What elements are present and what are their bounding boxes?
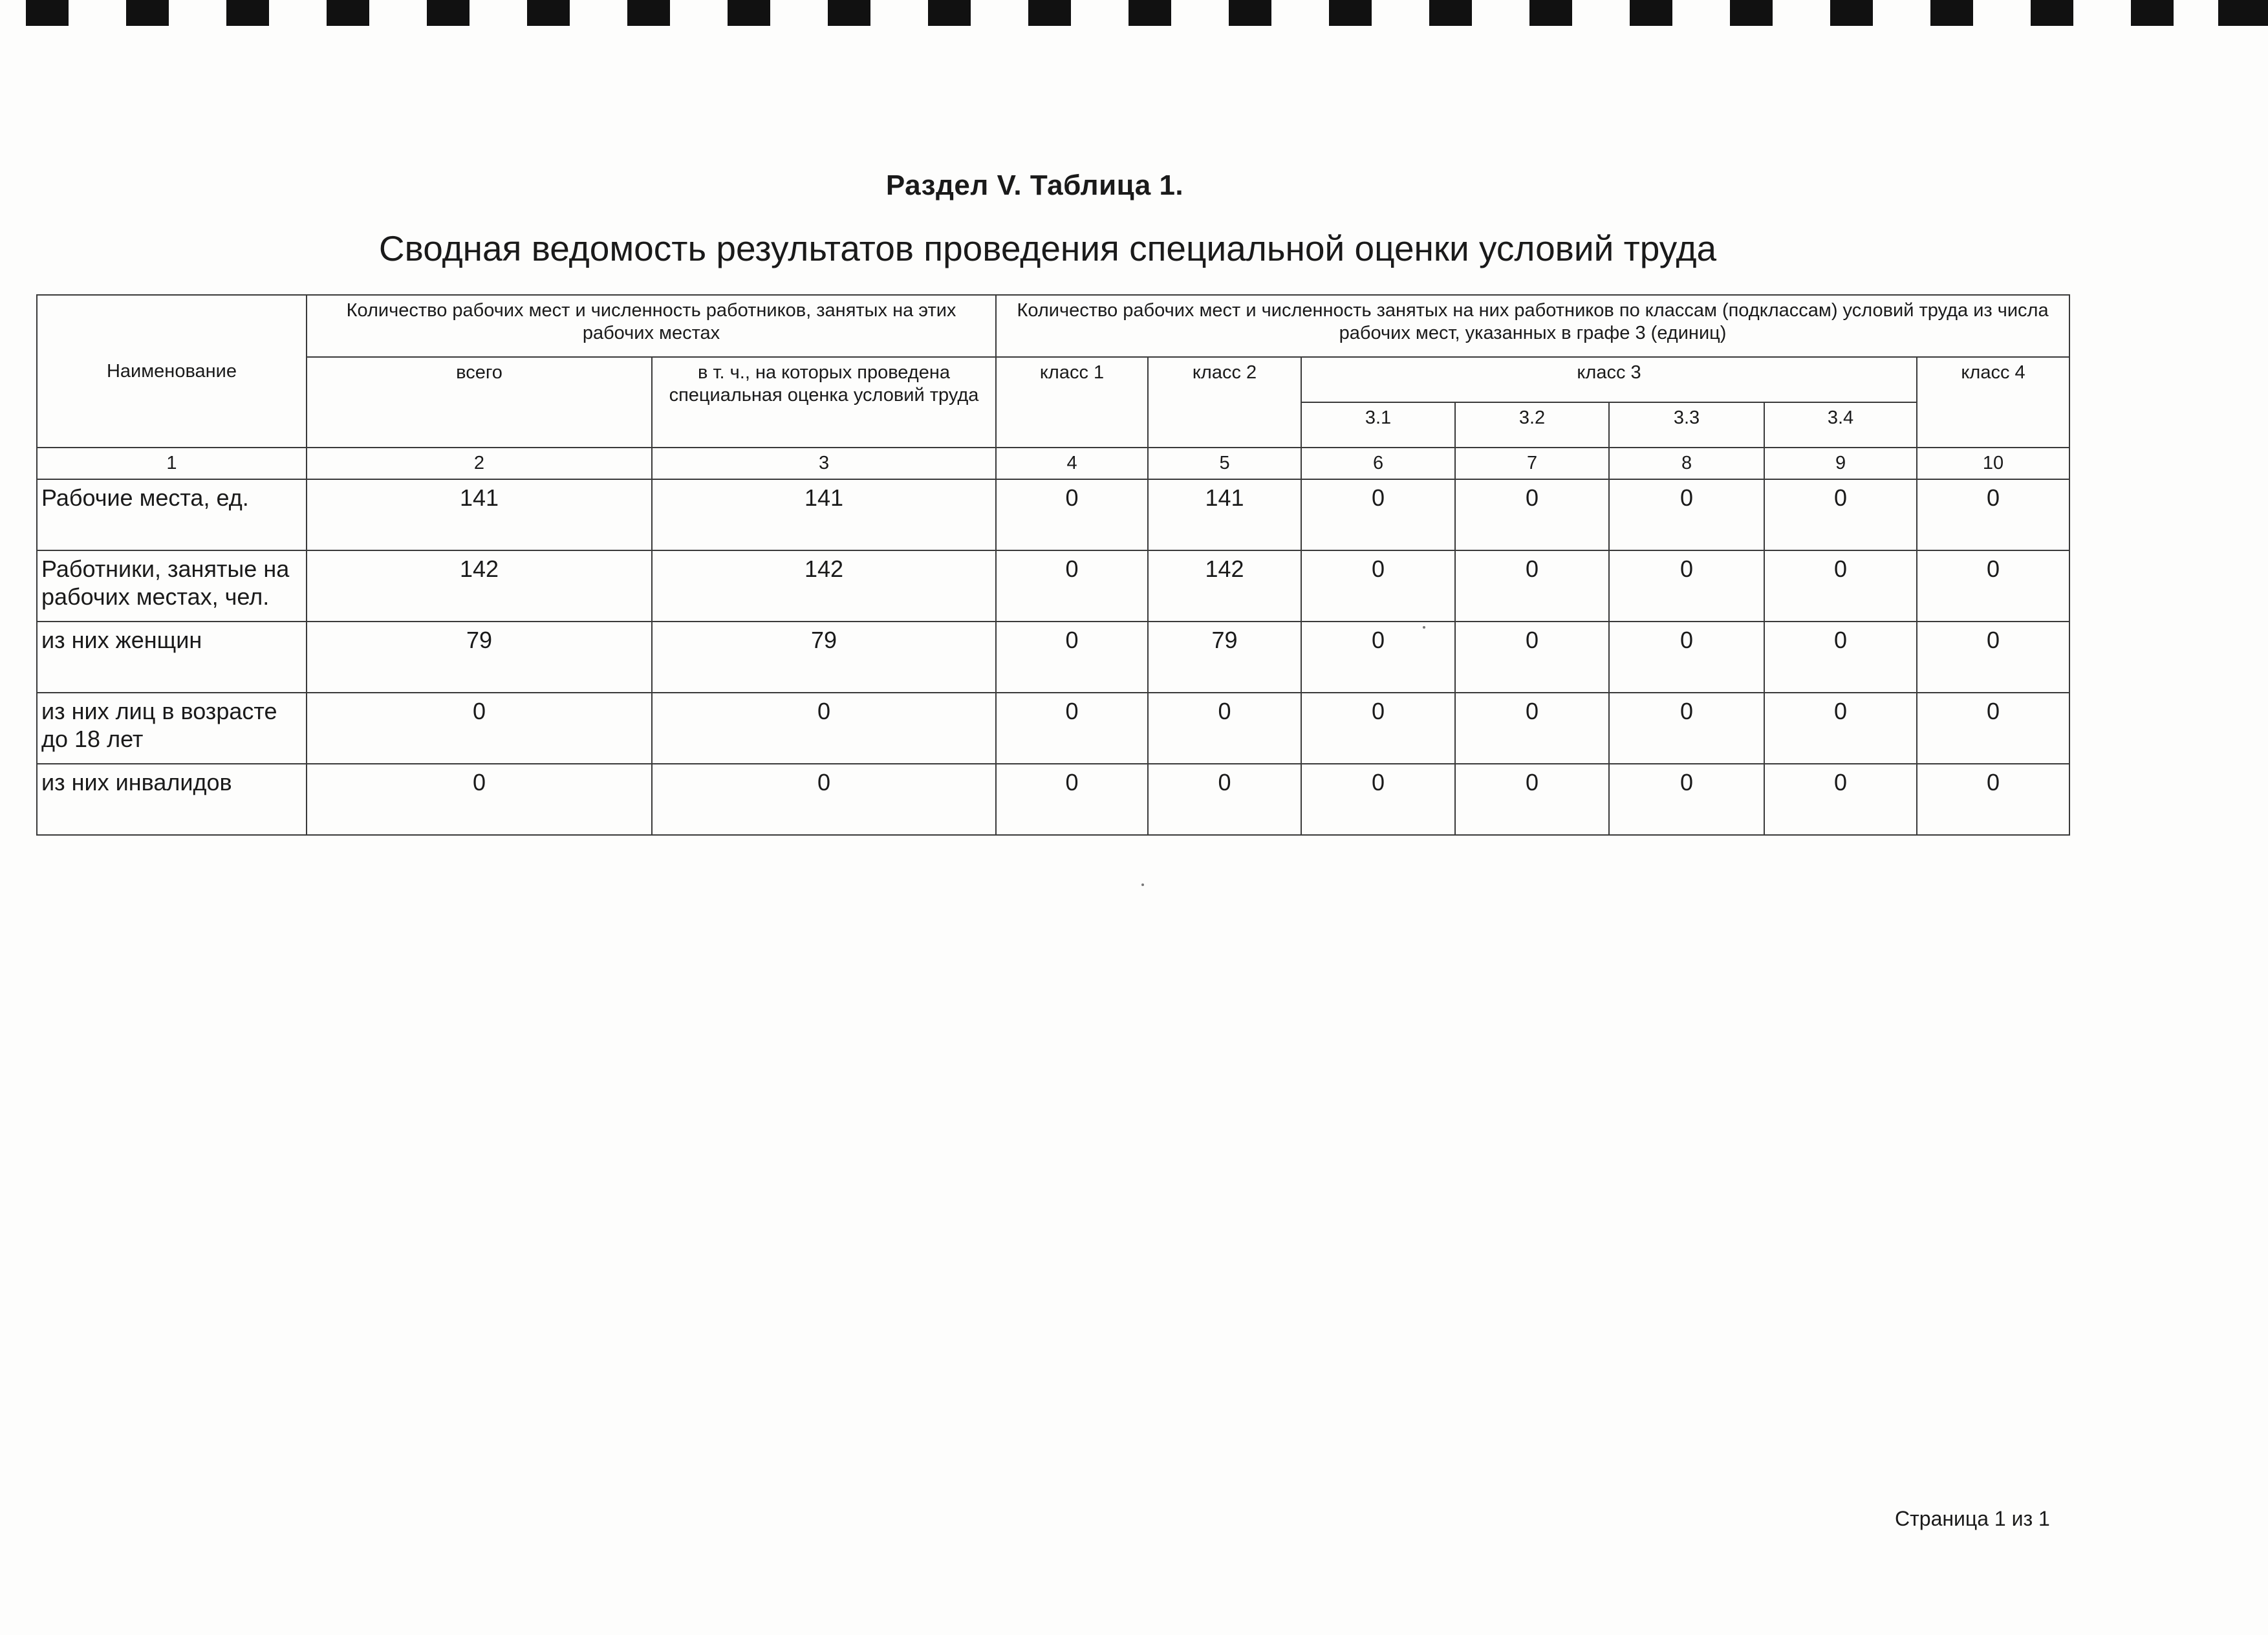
table-cell: 0	[1455, 693, 1609, 764]
table-cell: 0	[996, 693, 1148, 764]
scan-speck	[1423, 626, 1425, 629]
binding-hole	[2031, 0, 2073, 26]
header-sub-3-3: 3.3	[1609, 402, 1764, 448]
binding-hole	[1830, 0, 1873, 26]
table-cell: 0	[307, 693, 652, 764]
table-cell: 0	[1148, 764, 1301, 835]
table-cell: 0	[996, 622, 1148, 693]
binding-hole	[1429, 0, 1472, 26]
binding-hole	[427, 0, 470, 26]
header-total: всего	[307, 357, 652, 448]
section-title: Раздел V. Таблица 1.	[885, 169, 1184, 201]
table-cell: 0	[1301, 764, 1455, 835]
column-number-row	[37, 448, 2069, 479]
table-row	[37, 550, 2069, 622]
binding-hole	[126, 0, 169, 26]
binding-hole	[627, 0, 670, 26]
table-cell: 142	[307, 550, 652, 622]
column-number: 1	[37, 448, 307, 479]
header-class2: класс 2	[1148, 357, 1301, 448]
binding-hole	[1529, 0, 1572, 26]
table-cell: 0	[1301, 622, 1455, 693]
table-cell: 141	[307, 479, 652, 550]
row-label: из них женщин	[37, 622, 307, 693]
table-cell: 0	[1917, 622, 2069, 693]
header-class1: класс 1	[996, 357, 1148, 448]
table-cell: 141	[1148, 479, 1301, 550]
row-label: Работники, занятые на рабочих местах, чел.	[37, 550, 307, 622]
header-sub-3-4: 3.4	[1764, 402, 1917, 448]
table-cell: 0	[1609, 550, 1764, 622]
binding-hole	[1329, 0, 1372, 26]
binding-hole	[928, 0, 971, 26]
table-cell: 0	[652, 764, 996, 835]
column-number: 7	[1455, 448, 1609, 479]
table-cell: 0	[1455, 479, 1609, 550]
binding-holes	[0, 0, 2268, 30]
table-cell: 0	[652, 693, 996, 764]
table-cell: 0	[996, 764, 1148, 835]
column-number: 6	[1301, 448, 1455, 479]
table-cell: 0	[1455, 622, 1609, 693]
table-row	[37, 479, 2069, 550]
table-cell: 0	[1148, 693, 1301, 764]
header-sub-3-2: 3.2	[1455, 402, 1609, 448]
table-cell: 79	[1148, 622, 1301, 693]
table-cell: 0	[1609, 693, 1764, 764]
table-cell: 0	[307, 764, 652, 835]
table-cell: 0	[996, 479, 1148, 550]
table-cell: 0	[996, 550, 1148, 622]
binding-hole	[2218, 0, 2268, 26]
table-cell: 0	[1917, 479, 2069, 550]
binding-hole	[2131, 0, 2174, 26]
table-cell: 0	[1764, 764, 1917, 835]
column-number: 5	[1148, 448, 1301, 479]
table-cell: 0	[1455, 764, 1609, 835]
table-cell: 79	[652, 622, 996, 693]
table-cell: 0	[1917, 764, 2069, 835]
binding-hole	[728, 0, 770, 26]
table-cell: 0	[1609, 764, 1764, 835]
table-row	[37, 693, 2069, 764]
table-cell: 0	[1764, 693, 1917, 764]
column-number: 4	[996, 448, 1148, 479]
scan-speck	[1141, 883, 1144, 886]
table-cell: 0	[1301, 479, 1455, 550]
binding-hole	[1129, 0, 1171, 26]
row-label: из них инвалидов	[37, 764, 307, 835]
summary-table	[36, 294, 2070, 836]
binding-hole	[527, 0, 570, 26]
table-cell: 0	[1455, 550, 1609, 622]
document-title: Сводная ведомость результатов проведения специальной оценки условий труда	[378, 228, 1717, 268]
column-number: 9	[1764, 448, 1917, 479]
binding-hole	[1930, 0, 1973, 26]
column-number: 2	[307, 448, 652, 479]
column-number: 10	[1917, 448, 2069, 479]
column-number: 8	[1609, 448, 1764, 479]
table-row	[37, 622, 2069, 693]
table-cell: 142	[652, 550, 996, 622]
table-cell: 0	[1917, 550, 2069, 622]
table-cell: 0	[1609, 622, 1764, 693]
table-cell: 0	[1764, 479, 1917, 550]
header-group-b: Количество рабочих мест и численность занятых на них работников по классам (подклассам) условий труда из числа рабочих мест, указанных в графе 3 (единиц)	[996, 295, 2069, 357]
table-row	[37, 764, 2069, 835]
header-sub-3-1: 3.1	[1301, 402, 1455, 448]
page-number: Страница 1 из 1	[1895, 1507, 2050, 1530]
binding-hole	[1630, 0, 1672, 26]
row-label: Рабочие места, ед.	[37, 479, 307, 550]
header-assessed: в т. ч., на которых проведена специальная оценка условий труда	[652, 357, 996, 448]
header-name: Наименование	[37, 295, 307, 448]
binding-hole	[226, 0, 269, 26]
header-class3: класс 3	[1301, 357, 1917, 402]
table-cell: 79	[307, 622, 652, 693]
binding-hole	[1730, 0, 1773, 26]
table-cell: 0	[1301, 550, 1455, 622]
table-cell: 0	[1301, 693, 1455, 764]
table-cell: 0	[1917, 693, 2069, 764]
table-cell: 0	[1764, 622, 1917, 693]
header-group-a: Количество рабочих мест и численность работников, занятых на этих рабочих местах	[307, 295, 996, 357]
row-label: из них лиц в возрасте до 18 лет	[37, 693, 307, 764]
column-number: 3	[652, 448, 996, 479]
binding-hole	[327, 0, 369, 26]
header-class4: класс 4	[1917, 357, 2069, 448]
table-cell: 141	[652, 479, 996, 550]
binding-hole	[1028, 0, 1071, 26]
binding-hole	[1229, 0, 1271, 26]
table-cell: 0	[1764, 550, 1917, 622]
table-cell: 0	[1609, 479, 1764, 550]
binding-hole	[26, 0, 69, 26]
binding-hole	[828, 0, 870, 26]
table-cell: 142	[1148, 550, 1301, 622]
